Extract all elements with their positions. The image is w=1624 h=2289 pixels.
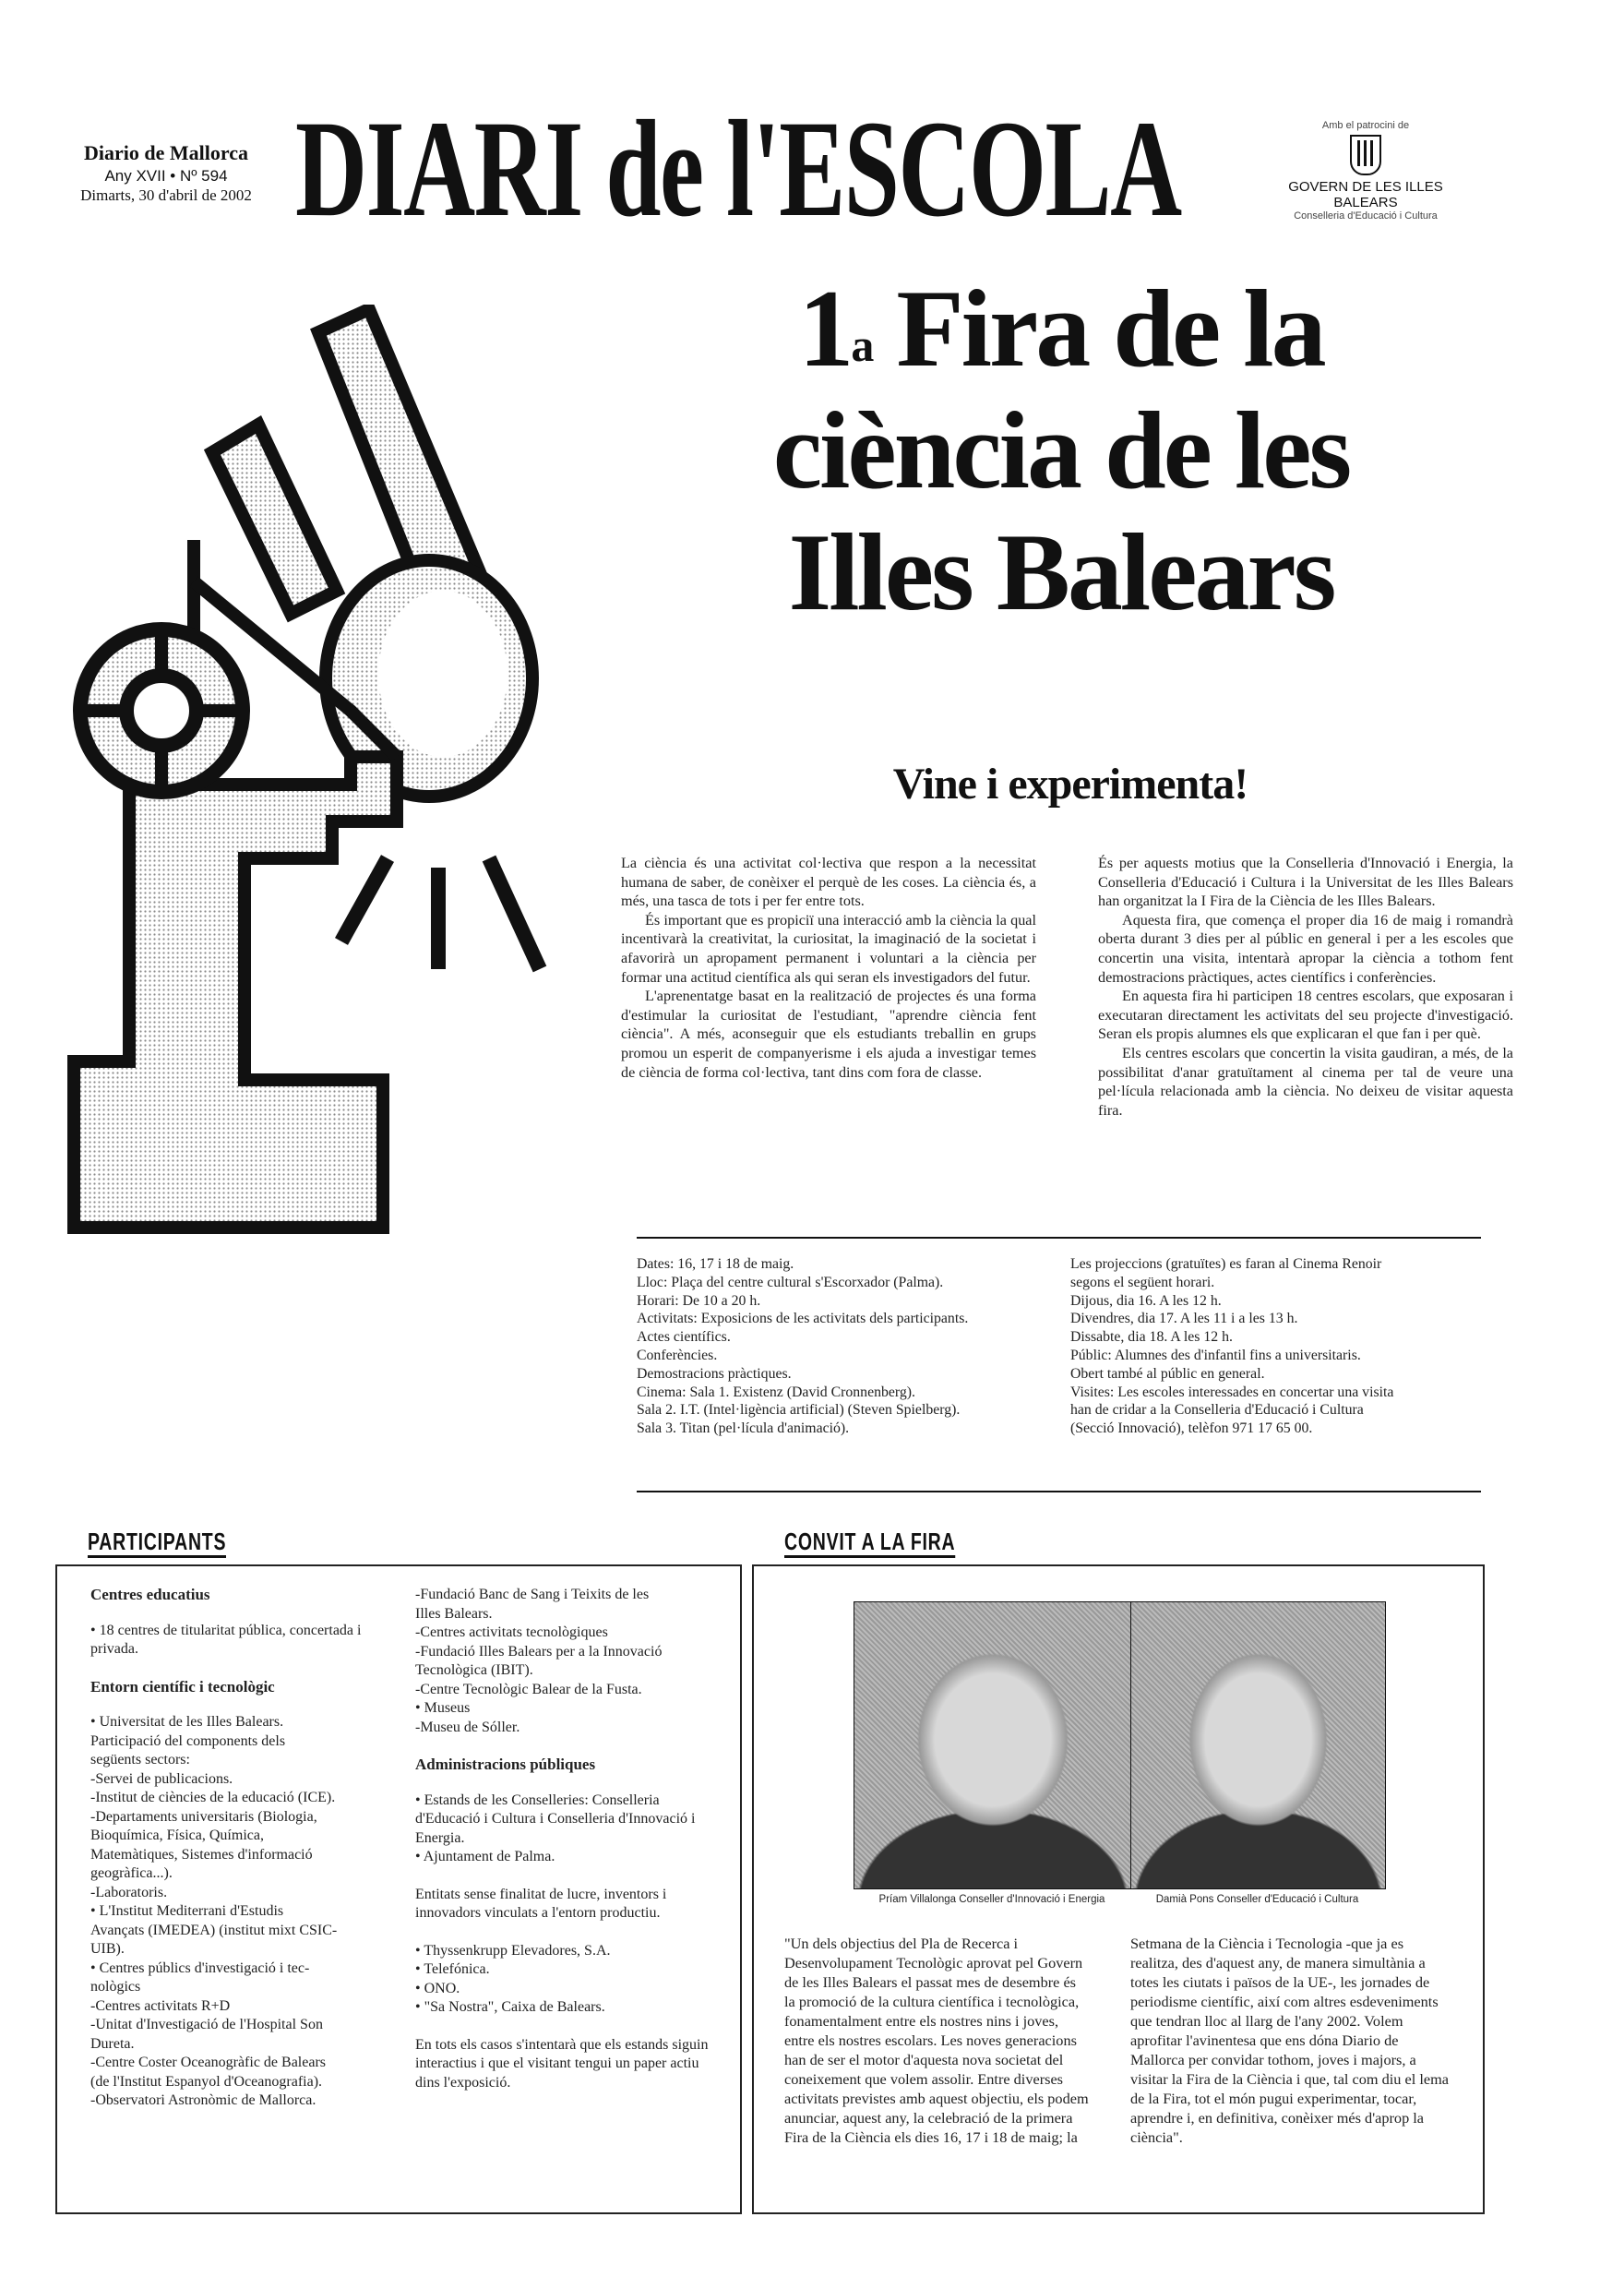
article-paragraph: En aquesta fira hi participen 18 centres escolars, que exposaran i executaran directament les activitats del seu projecte d'investigació. Seran els propis alumnes els que explicaran el que fan i per què.	[1098, 988, 1513, 1043]
list-item: Bioquímica, Física, Química,	[90, 1828, 264, 1843]
sponsor-block	[1255, 120, 1476, 222]
list-item: -Institut de ciències de la educació (ICE).	[90, 1790, 336, 1805]
microscope-illustration	[55, 305, 683, 1246]
list-item: Participació del components dels	[90, 1732, 286, 1749]
subheadline: Vine i experimenta!	[892, 760, 1248, 809]
list-item: geogràfica...).	[90, 1865, 173, 1881]
info-line: Les projeccions (gratuïtes) es faran al Cinema Renoir	[1070, 1256, 1382, 1272]
sponsor-label: Amb el patrocini de	[1321, 120, 1410, 131]
paper-name: Diario de Mallorca	[84, 141, 248, 164]
convit-text-2: Setmana de la Ciència i Tecnologia -que ja es realitza, des d'aquest any, de manera simultània a totes les ciutats i països de la UE-, les jornades de periodisme científic, així com altres esdeveniments que tendran lloc al llarg de l'any 2002. Volem aprofitar l'avinentesa que ens dóna Diario de Mallorca per convidar tothom, joves i majors, a visitar la Fira de la Ciència i que, tal com diu el lema de la Fira, tot el món pugui experimentar, tocar, aprendre i, en definitiva, conèixer més d'aprop la ciència".	[1130, 1935, 1449, 2146]
participants-column-2	[415, 1586, 720, 2111]
article-column-2	[1098, 854, 1513, 1120]
list-item: -Centres activitats R+D	[90, 1997, 231, 2014]
info-line: Demostracions pràctiques.	[637, 1365, 792, 1382]
article-paragraph: La ciència és una activitat col·lectiva que respon a la necessitat humana de saber, de conèixer el perquè de les coses. La ciència és, a més, una tasca de tots i per fer entre tots.	[621, 855, 1036, 910]
list-item: -Unitat d'Investigació de l'Hospital Son	[90, 2017, 323, 2032]
article-paragraph: L'aprenentatge basat en la realització de projectes és una forma d'estimular la curiositat de l'estudiant, "aprendre ciència fent ciència". A més, aconseguir que els estudiants treballin en grups promou un esperit de companyerisme i els ajuda a investigar temes de ciència de forma col·lectiva, tant dins com fora de classe.	[621, 988, 1036, 1081]
list-item: -Centre Coster Oceanogràfic de Balears	[90, 2055, 326, 2070]
list-item: Tecnològica (IBIT).	[415, 1662, 533, 1678]
info-line: (Secció Innovació), telèfon 971 17 65 00.	[1070, 1420, 1313, 1437]
list-item: • "Sa Nostra", Caixa de Balears.	[415, 1999, 605, 2015]
list-item: -Servei de publicacions.	[90, 1770, 233, 1787]
list-item: • Universitat de les Illes Balears.	[90, 1714, 284, 1730]
list-item: -Laboratoris.	[90, 1884, 168, 1900]
info-line: Dijous, dia 16. A les 12 h.	[1070, 1292, 1222, 1309]
info-right	[1070, 1255, 1486, 1438]
list-item: Matemàtiques, Sistemes d'informació	[90, 1846, 313, 1863]
list-item: -Museu de Sóller.	[415, 1719, 520, 1735]
article-column-1	[621, 854, 1036, 1082]
list-item: • Telefónica.	[415, 1961, 490, 1977]
photo-caption: Príam Villalonga Conseller d'Innovació i Energia	[878, 1894, 1105, 1905]
list-item: UIB).	[90, 1941, 125, 1957]
list-item: nològics	[90, 1979, 141, 1995]
info-line: Visites: Les escoles interessades en concertar una visita	[1070, 1384, 1394, 1400]
list-item: -Fundació Banc de Sang i Teixits de les	[415, 1587, 650, 1602]
participants-heading: PARTICIPANTS	[88, 1528, 226, 1556]
info-line: Divendres, dia 17. A les 11 i a les 13 h.	[1070, 1311, 1298, 1327]
headline	[646, 268, 1476, 633]
info-line: han de cridar a la Conselleria d'Educació i Cultura	[1070, 1402, 1364, 1419]
info-line: Horari: De 10 a 20 h.	[637, 1292, 761, 1309]
conselleria-name: Conselleria d'Educació i Cultura	[1294, 210, 1438, 222]
list-item: -Departaments universitaris (Biologia,	[90, 1808, 317, 1825]
convit-text-1: "Un dels objectius del Pla de Recerca i Desenvolupament Tecnològic aprovat pel Govern de les Illes Balears el passat mes de desembre és la promoció de la cultura científica i tecnològica, fonamentalment entre els nostres nins i joves, entre els nostres escolars. Les noves generacions han de ser el motor d'aquesta nova societat del coneixement que volem assolir. Entre diverses activitats previstes amb aquest objectiu, els podem anunciar, aquest any, la celebració de la primera Fira de la Ciència els dies 16, 17 i 18 de maig; la	[784, 1935, 1089, 2146]
participants-text: • Ajuntament de Palma.	[415, 1849, 555, 1864]
list-item: • ONO.	[415, 1980, 460, 1996]
article-paragraph: Els centres escolars que concertin la visita gaudiran, a més, de la possibilitat d'anar gratuïtament al cinema per tal de veure una pel·lícula relacionada amb la ciència. No deixeu de visitar aquesta fira.	[1098, 1044, 1513, 1119]
photo-caption: Damià Pons Conseller d'Educació i Cultura	[1155, 1894, 1359, 1905]
list-item: -Fundació Illes Balears per a la Innovació	[415, 1643, 663, 1660]
participants-text: • 18 centres de titularitat pública, concertada i privada.	[90, 1622, 362, 1657]
list-item: (de l'Institut Espanyol d'Oceanografia).	[90, 2073, 323, 2090]
list-item: Avançats (IMEDEA) (institut mixt CSIC-	[90, 1922, 338, 1938]
headline-line-3: Illes Balears	[788, 510, 1334, 633]
list-item: Illes Balears.	[415, 1605, 493, 1622]
crest-icon	[1350, 135, 1381, 175]
info-line: Conferències.	[637, 1347, 718, 1363]
portrait-photo	[854, 1601, 1132, 1889]
info-line: Dates: 16, 17 i 18 de maig.	[637, 1256, 794, 1272]
section-title: Centres educatius	[90, 1586, 210, 1603]
headline-line-1: 1$^a$ Fira de la	[798, 267, 1324, 389]
section-title: Administracions públiques	[415, 1756, 596, 1773]
list-item: • Thyssenkrupp Elevadores, S.A.	[415, 1942, 611, 1959]
masthead-left	[55, 140, 277, 205]
info-line: Dissabte, dia 18. A les 12 h.	[1070, 1329, 1233, 1346]
article-paragraph: Aquesta fira, que comença el proper dia 16 de maig i romandrà oberta durant 3 dies per al públic en general i per a les escoles que concertin una visita, intentarà apropar la ciència a tothom fent demostracions pràctiques, actes científics i conferències.	[1098, 911, 1513, 986]
section-title: Entorn científic i tecnològic	[90, 1677, 275, 1696]
article-paragraph: És important que es propiciï una interacció amb la ciència la qual incentivarà la creativitat, la curiositat, la imaginació de la societat i afavorirà un apropament permanent i voluntari a la ciència per formar una actitud científica als qui seran els investigadors del futur.	[621, 911, 1036, 986]
list-item: • L'Institut Mediterrani d'Estudis	[90, 1903, 284, 1919]
issue-date: Dimarts, 30 d'abril de 2002	[80, 186, 252, 204]
participants-text: En tots els casos s'intentarà que els estands siguin interactius i que el visitant tengui un paper actiu dins l'exposició.	[415, 2036, 709, 2091]
participants-column-1	[90, 1586, 386, 2111]
list-item: següents sectors:	[90, 1752, 190, 1768]
list-item: • Museus	[415, 1700, 471, 1716]
info-line: Lloc: Plaça del centre cultural s'Escorxador (Palma).	[637, 1274, 944, 1290]
participants-text: • Estands de les Conselleries: Conselleria d'Educació i Cultura i Conselleria d'Innovació i Energia.	[415, 1792, 696, 1846]
list-item: • Centres públics d'investigació i tec-	[90, 1959, 310, 1976]
participants-text: Entitats sense finalitat de lucre, inventors i innovadors vinculats a l'entorn productiu.	[415, 1886, 667, 1921]
info-left	[637, 1255, 1070, 1438]
info-line: Sala 3. Titan (pel·lícula d'animació).	[637, 1420, 850, 1437]
info-line: Cinema: Sala 1. Existenz (David Cronnenberg).	[637, 1384, 915, 1400]
article-paragraph: És per aquests motius que la Conselleria d'Innovació i Energia, la Conselleria d'Educació i Cultura i la Universitat de les Illes Balears han organitzat la I Fira de la Ciència de les Illes Balears.	[1098, 855, 1513, 910]
info-line: Públic: Alumnes des d'infantil fins a universitaris.	[1070, 1347, 1361, 1363]
info-line: Activitats: Exposicions de les activitats dels participants.	[637, 1311, 969, 1327]
list-item: -Observatori Astronòmic de Mallorca.	[90, 2092, 316, 2108]
divider	[637, 1491, 1481, 1492]
govern-name: GOVERN DE LES ILLES BALEARS	[1288, 179, 1443, 210]
convit-heading: CONVIT A LA FIRA	[784, 1528, 955, 1556]
headline-line-2: ciència de les	[772, 389, 1350, 511]
issue-number: Any XVII • Nº 594	[104, 166, 228, 185]
list-item: -Centre Tecnològic Balear de la Fusta.	[415, 1681, 642, 1697]
list-item: Dureta.	[90, 2035, 135, 2052]
info-line: Sala 2. I.T. (Intel·ligència artificial) (Steven Spielberg).	[637, 1402, 961, 1419]
divider	[637, 1237, 1481, 1239]
info-line: Actes científics.	[637, 1329, 731, 1346]
masthead-title: DIARI de l'ESCOLA	[295, 92, 1181, 246]
portrait-photo	[1130, 1601, 1386, 1889]
info-line: Obert també al públic en general.	[1070, 1365, 1265, 1382]
list-item: -Centres activitats tecnològiques	[415, 1624, 608, 1640]
info-line: segons el següent horari.	[1070, 1274, 1215, 1290]
